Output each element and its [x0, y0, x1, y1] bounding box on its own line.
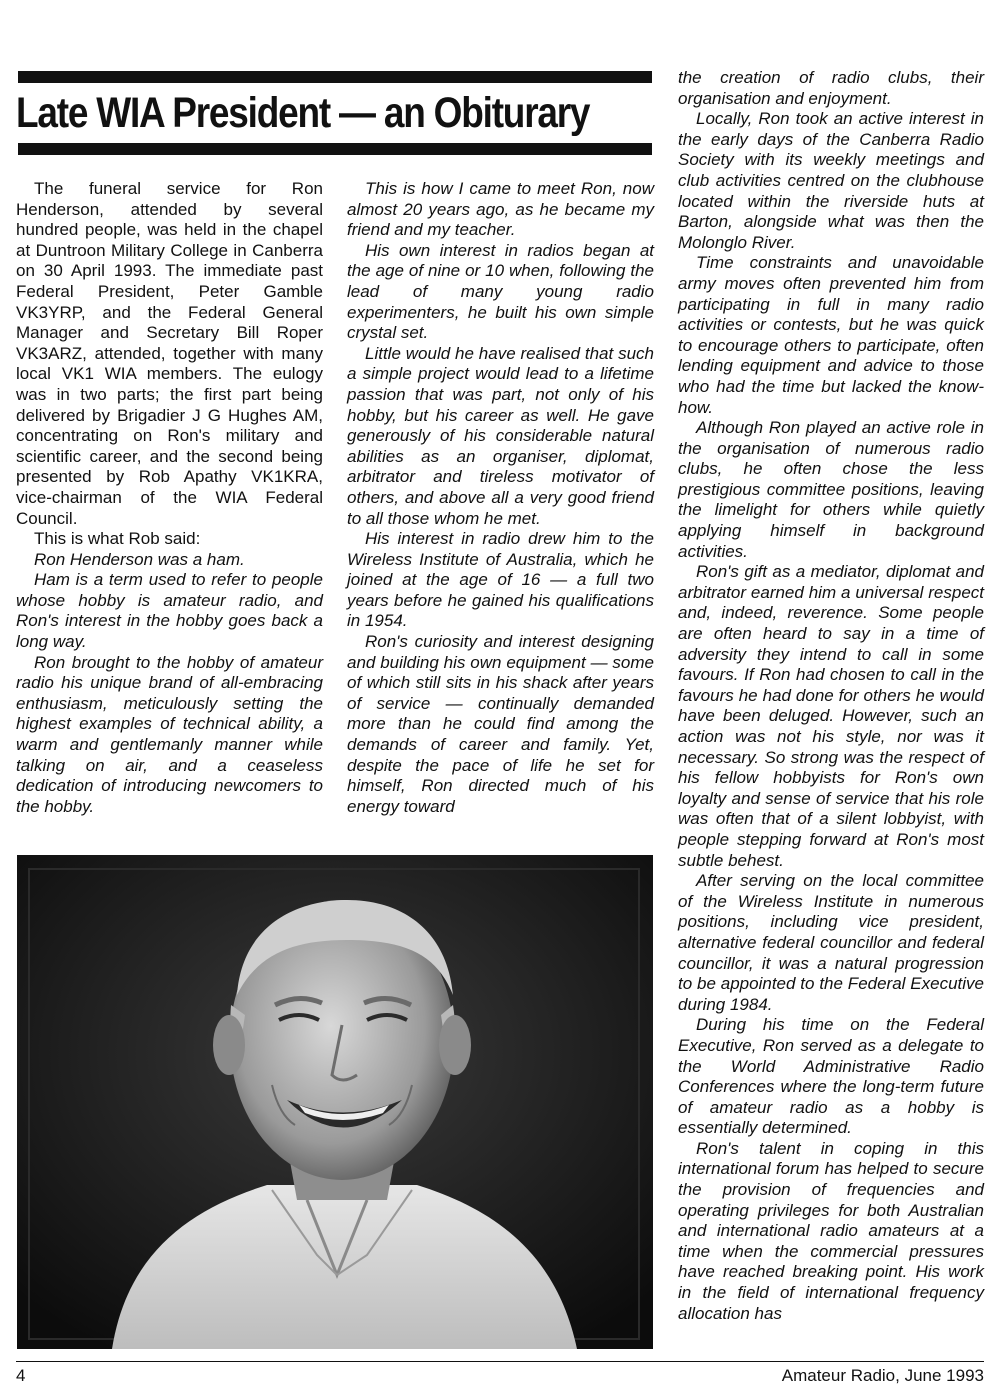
- column-3: [678, 68, 984, 1324]
- page-number: 4: [16, 1366, 26, 1385]
- paragraph: His interest in radio drew him to the Wireless Institute of Australia, which he joined at the age of 16 — a full two years before he gained his qualifications in 1954.: [347, 529, 654, 631]
- paragraph: Ron's curiosity and interest designing and building his own equipment — some of which still sits in his shack after years of service — continually demanded more than he could find among the demands of career and family. Yet, despite the pace of life he set for himself, Ron directed much of his energy toward: [347, 632, 654, 816]
- paragraph: His own interest in radios began at the age of nine or 10 when, following the lead of many young radio experimenters, he built his own simple crystal set.: [347, 240, 654, 343]
- paragraph: Little would he have realised that such a simple project would lead to a lifetime passion that was part, not only of his hobby, but his career as well. He gave generously of his considerable natural abilities as an organiser, diplomat, arbitrator and tireless motivator of others, and above all a very good friend to all those whom he met.: [347, 343, 654, 528]
- paragraph: Time constraints and unavoidable army moves often prevented him from participating in full in many radio activities or contests, but he was quick to encourage others to participate, often lending equipment and advice to those who had the time but lacked the know-how.: [678, 253, 984, 417]
- paragraph: This is how I came to meet Ron, now almost 20 years ago, as he became my friend and my teacher.: [347, 179, 654, 240]
- paragraph: Ron brought to the hobby of amateur radio his unique brand of all-embracing enthusiasm, meticulously setting the highest examples of technical ability, a warm and gentlemanly manner while talking on air, and a ceaseless dedication of introducing newcomers to the hobby.: [16, 652, 323, 816]
- portrait-image: [17, 855, 653, 1349]
- paragraph: The funeral service for Ron Henderson, attended by several hundred people, was held in the chapel at Duntroon Military College in Canberra on 30 April 1993. The immediate past Federal President, Peter Gamble VK3YRP, and the Federal General Manager and Secretary Bill Roper VK3ARZ, attended, together with many local VK1 WIA members. The eulogy was in two parts; the first part being delivered by Brigadier J G Hughes AM, concentrating on Ron's military and scientific career, and the second being presented by Rob Apathy VK1KRA, vice-chairman of the WIA Federal Council.: [16, 179, 323, 528]
- paragraph: Ron Henderson was a ham.: [34, 549, 245, 569]
- paragraph: Ham is a term used to refer to people whose hobby is amateur radio, and Ron's interest in the hobby goes back a long way.: [16, 570, 323, 652]
- paragraph: After serving on the local committee of the Wireless Institute in numerous positions, including vice president, alternative federal councillor and federal councillor, it was a natural progression to be appointed to the Federal Executive during 1984.: [678, 871, 984, 1014]
- portrait-photo: [17, 855, 653, 1349]
- publication-footer: Amateur Radio, June 1993: [781, 1366, 984, 1385]
- paragraph: Although Ron played an active role in the organisation of numerous radio clubs, he often chose the less prestigious committee positions, leaving the limelight for others while quietly applying himself in background activities.: [678, 418, 984, 561]
- column-1: [16, 179, 323, 817]
- paragraph: Ron's talent in coping in this international forum has helped to secure the provision of frequencies and operating privileges for both Australian and international radio amateurs at a time when the commercial pressures have reached breaking point. His work in the field of international frequency allocation has: [678, 1138, 984, 1323]
- column-2: [347, 179, 654, 817]
- footer-rule: [16, 1361, 984, 1362]
- paragraph: the creation of radio clubs, their organisation and enjoyment.: [678, 68, 984, 108]
- title-rule-bottom: [18, 143, 652, 155]
- paragraph: This is what Rob said:: [34, 529, 201, 549]
- paragraph: Ron's gift as a mediator, diplomat and arbitrator earned him a universal respect and, indeed, reverence. Some people are often heard to say in a time of adversity they intend to call in some favours. If Ron had chosen to call in the favours he had done for others he would have been deluged. However, such an action was not his style, nor was it necessary. So strong was the respect of his fellow hobbyists for Ron's own loyalty and sense of service that his role was often that of a silent lobbyist, with people stepping forward at Ron's most subtle behest.: [678, 562, 984, 870]
- paragraph: Locally, Ron took an active interest in the early days of the Canberra Radio Society with its weekly meetings and club activities centred on the clubhouse located within the riverside huts at Barton, alongside what was then the Molonglo River.: [678, 109, 984, 252]
- article-title: Late WIA President — an Obiturary: [16, 89, 590, 137]
- paragraph: During his time on the Federal Executive, Ron served as a delegate to the World Administrative Radio Conferences where the long-term future of amateur radio as a hobby is essentially determined.: [678, 1015, 984, 1138]
- title-rule-top: [18, 71, 652, 83]
